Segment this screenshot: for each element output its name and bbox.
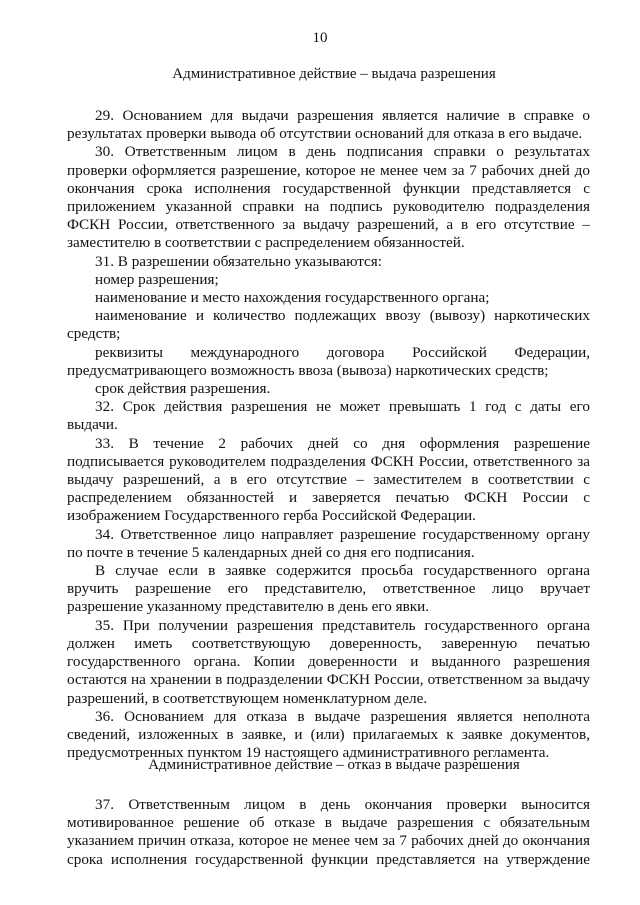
paragraph-35: 35. При получении разрешения представитель государственного органа должен иметь соответствующую доверенность, заверенную печатью государственного органа. Копии доверенности и выданного разрешения остаются на хранении в подразделении ФСКН России, ответственном за выдачу разрешений, в соответствующем номенклатурном деле. [67,616,590,707]
section-heading-issuance: Административное действие – выдача разрешения [172,66,496,82]
section-heading-refusal: Административное действие – отказ в выдаче разрешения [148,757,520,773]
paragraph-30: 30. Ответственным лицом в день подписания справки о результатах проверки оформляется разрешение, которое не менее чем за 7 рабочих дней до окончания срока исполнения государственной функции представляется с приложением указанной справки на подпись руководителю подразделения ФСКН России, ответственного за выдачу разрешений, а в его отсутствие – заместителю в соответствии с распределением обязанностей. [67,143,590,252]
section-body-issuance [67,107,590,762]
paragraph-37: 37. Ответственным лицом в день окончания проверки выносится мотивированное решение об отказе в выдаче разрешения с обязательным указанием причин отказа, которое не менее чем за 7 рабочих дней до окончания срока исполнения государственной функции представляется на утверждение [67,796,590,868]
list-item-substances: наименование и количество подлежащих ввозу (вывозу) наркотических средств; [67,307,590,343]
list-item-permit-number: номер разрешения; [95,270,219,288]
list-item-treaty: реквизиты международного договора Российской Федерации, предусматривающего возможность ввоза (вывоза) наркотических средств; [67,343,590,379]
paragraph-34-representative: В случае если в заявке содержится просьба государственного органа вручить разрешение его представителю, ответственное лицо вручает разрешение указанному представителю в день его явки. [67,562,590,616]
list-item-validity: срок действия разрешения. [95,380,271,398]
section-body-refusal [67,796,590,869]
paragraph-36: 36. Основанием для отказа в выдаче разрешения является неполнота сведений, изложенных в заявке, и (или) прилагаемых к заявке документов, предусмотренных пунктом 19 настоящего административного регламента. [67,707,590,762]
list-item-agency-name: наименование и место нахождения государственного органа; [95,289,490,307]
paragraph-32: 32. Срок действия разрешения не может превышать 1 год с даты его выдачи. [67,398,590,434]
paragraph-31: 31. В разрешении обязательно указываются: [95,252,382,270]
paragraph-34: 34. Ответственное лицо направляет разрешение государственному органу по почте в течение 5 календарных дней со дня его подписания. [67,525,590,561]
page-number: 10 [312,30,328,46]
paragraph-33: 33. В течение 2 рабочих дней со дня оформления разрешение подписывается руководителем подразделения ФСКН России, ответственного за выдачу разрешений, а в его отсутствие – заместителем в соответствии с распределением обязанностей и заверяется печатью ФСКН России с изображением Государственного герба Российской Федерации. [67,434,590,525]
paragraph-29: 29. Основанием для выдачи разрешения является наличие в справке о результатах проверки вывода об отсутствии оснований для отказа в его выдаче. [67,107,590,143]
